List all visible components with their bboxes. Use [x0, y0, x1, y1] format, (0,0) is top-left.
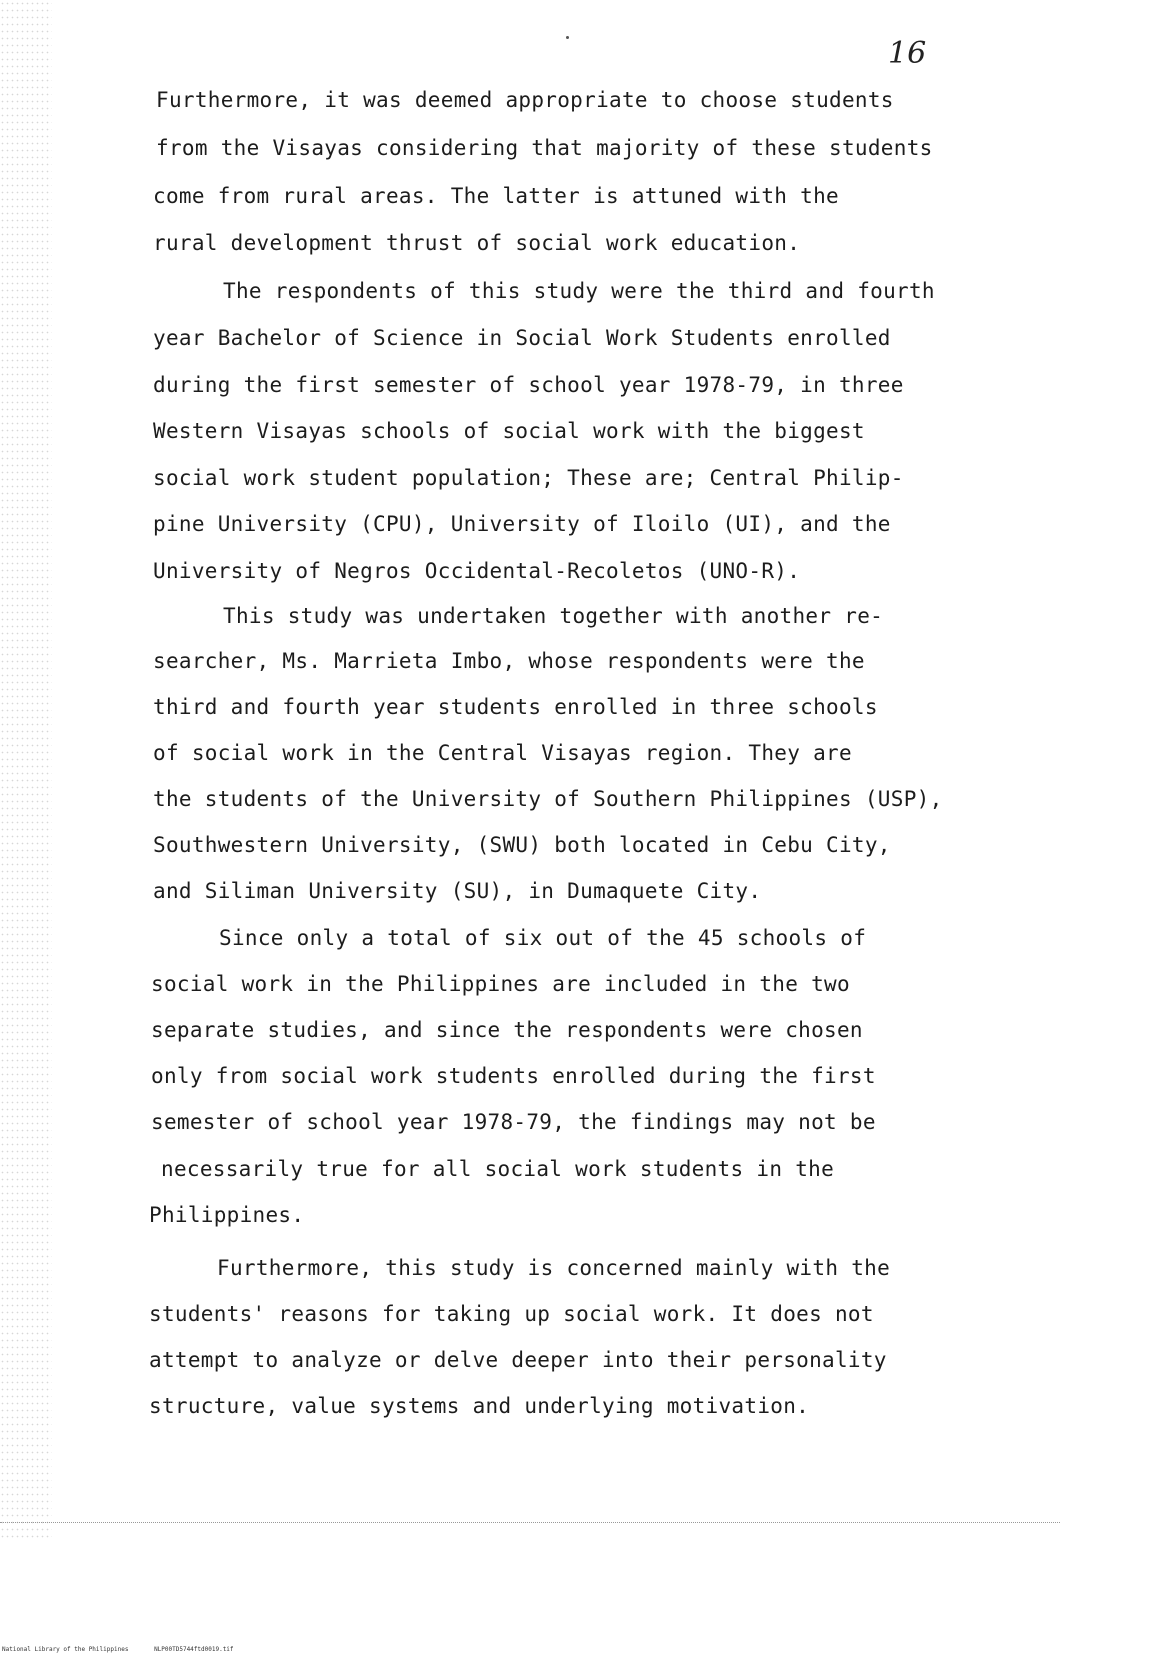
- text-line: the students of the University of Southern Philippines (USP),: [153, 787, 943, 811]
- text-line: third and fourth year students enrolled in three schools: [153, 695, 878, 719]
- scan-speck: [566, 36, 569, 39]
- text-line: Western Visayas schools of social work with the biggest: [153, 419, 865, 443]
- text-line: pine University (CPU), University of Iloilo (UI), and the: [153, 512, 891, 536]
- text-line: year Bachelor of Science in Social Work Students enrolled: [153, 326, 891, 350]
- text-line: Furthermore, it was deemed appropriate to choose students: [156, 88, 894, 112]
- text-line: University of Negros Occidental-Recoletos (UNO-R).: [153, 559, 801, 583]
- text-line: attempt to analyze or delve deeper into their personality: [149, 1348, 887, 1372]
- text-line: The respondents of this study were the third and fourth: [223, 279, 935, 303]
- text-line: structure, value systems and underlying motivation.: [149, 1394, 810, 1418]
- text-line: only from social work students enrolled during the first: [151, 1064, 876, 1088]
- text-line: social work in the Philippines are included in the two: [151, 972, 850, 996]
- text-line: come from rural areas. The latter is attuned with the: [153, 184, 839, 208]
- text-line: Since only a total of six out of the 45 schools of: [219, 926, 867, 950]
- scan-edge-noise: [0, 0, 52, 1540]
- text-line: rural development thrust of social work education.: [153, 231, 801, 255]
- footer-library: National Library of the Philippines: [2, 1646, 129, 1653]
- text-line: students' reasons for taking up social work. It does not: [149, 1302, 874, 1326]
- text-line: from the Visayas considering that majority of these students: [156, 136, 933, 160]
- footer-file: NLP00TD5744ftd0019.tif: [154, 1646, 234, 1653]
- text-line: This study was undertaken together with another re-: [223, 604, 884, 628]
- text-line: Philippines.: [149, 1203, 305, 1227]
- text-line: semester of school year 1978-79, the findings may not be: [151, 1110, 876, 1134]
- page-number: 16: [888, 36, 927, 71]
- text-line: and Siliman University (SU), in Dumaquete City.: [153, 879, 762, 903]
- text-line: social work student population; These are; Central Philip-: [153, 466, 904, 490]
- text-line: Southwestern University, (SWU) both located in Cebu City,: [153, 833, 891, 857]
- text-line: during the first semester of school year 1978-79, in three: [153, 373, 904, 397]
- text-line: Furthermore, this study is concerned mainly with the: [217, 1256, 891, 1280]
- text-line: of social work in the Central Visayas region. They are: [153, 741, 852, 765]
- text-line: searcher, Ms. Marrieta Imbo, whose respondents were the: [153, 649, 865, 673]
- text-line: necessarily true for all social work students in the: [161, 1157, 835, 1181]
- scan-footer: [2, 1646, 256, 1653]
- scan-bottom-rule: [0, 1522, 1060, 1523]
- text-line: separate studies, and since the respondents were chosen: [151, 1018, 863, 1042]
